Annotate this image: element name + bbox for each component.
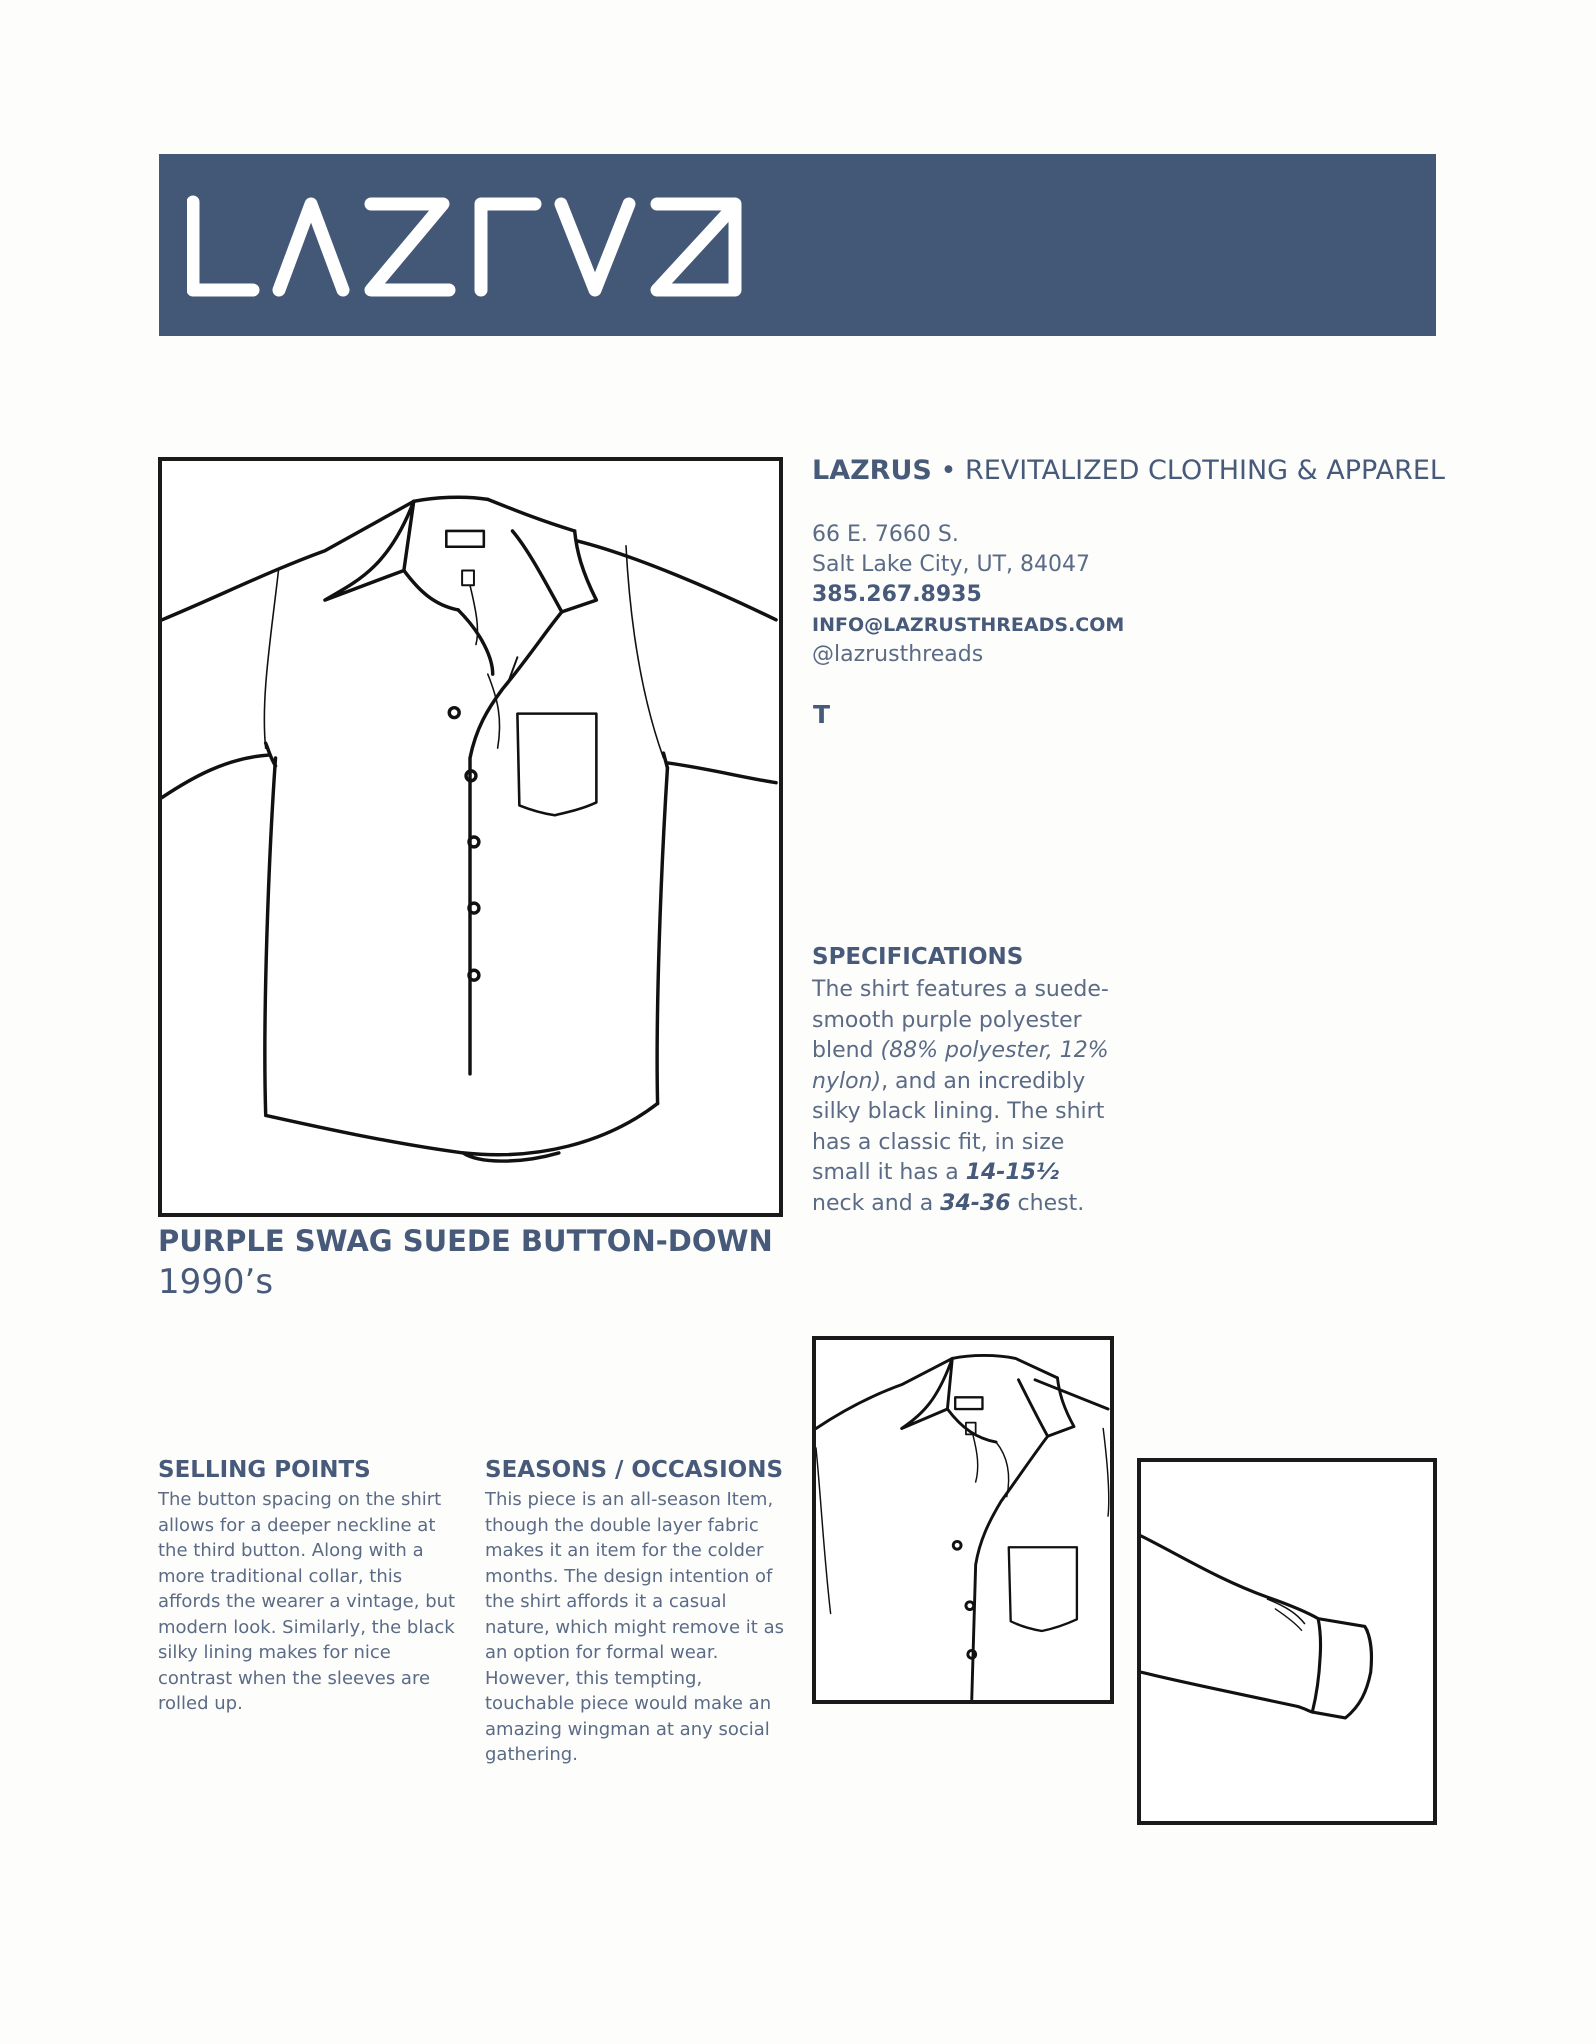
stray-character: T (813, 700, 831, 729)
brand-separator: • (940, 455, 957, 486)
spec-material: (88% polyester, 12% nylon) (812, 1038, 1109, 1094)
address-line-1: 66 E. 7660 S. (812, 522, 959, 547)
specifications-body (812, 975, 1112, 1219)
address-line-2: Salt Lake City, UT, 84047 (812, 552, 1091, 577)
brand-name: LAZRUS (812, 455, 932, 486)
collar-pocket-detail-illustration (816, 1340, 1110, 1700)
lazrus-logo (187, 194, 767, 304)
header-banner (159, 154, 1436, 336)
phone-number: 385.267.8935 (812, 582, 982, 607)
sleeve-detail-frame (1137, 1458, 1437, 1825)
shirt-illustration-frame (158, 457, 783, 1217)
selling-points-heading: SELLING POINTS (158, 1457, 371, 1483)
shirt-front-illustration (162, 461, 779, 1213)
spec-text-1: The shirt features a suede-smooth purple polyester blend (812, 977, 1109, 1063)
spec-text-2: , and an incredibly silky black lining. The shirt has a classic fit, in size small it has a (812, 1068, 1105, 1185)
email-address: INFO@LAZRUSTHREADS.COM (812, 614, 1125, 636)
seasons-body: This piece is an all-season Item, though the double layer fabric makes it an item for the colder months. The design intention of the shirt affords it a casual nature, which might remove it as an option for formal wear. However, this tempting, touchable piece would make an amazing wingman at any social gathering. (485, 1489, 784, 1765)
spec-chest-size: 34-36 (940, 1190, 1011, 1216)
contact-block (812, 520, 1124, 670)
spec-text-4: chest. (1010, 1190, 1085, 1216)
seasons-heading: SEASONS / OCCASIONS (485, 1457, 784, 1483)
collar-detail-frame (812, 1336, 1114, 1704)
spec-text-3: neck and a (812, 1190, 941, 1216)
brand-line (812, 455, 1445, 486)
selling-points-body: The button spacing on the shirt allows for a deeper neckline at the third button. Along with a more traditional collar, this affords the wearer a vintage, but modern look. Similarly, the black silky lining makes for nice contrast when the sleeves are rolled up. (158, 1489, 456, 1714)
product-title: PURPLE SWAG SUEDE BUTTON-DOWN (158, 1224, 773, 1258)
specifications-heading: SPECIFICATIONS (812, 944, 1024, 970)
social-handle: @lazrusthreads (812, 642, 984, 667)
product-era: 1990’s (158, 1262, 274, 1302)
brand-tagline: REVITALIZED CLOTHING & APPAREL (964, 455, 1445, 486)
spec-neck-size: 14-15½ (965, 1160, 1059, 1185)
sleeve-cuff-detail-illustration (1141, 1462, 1433, 1821)
